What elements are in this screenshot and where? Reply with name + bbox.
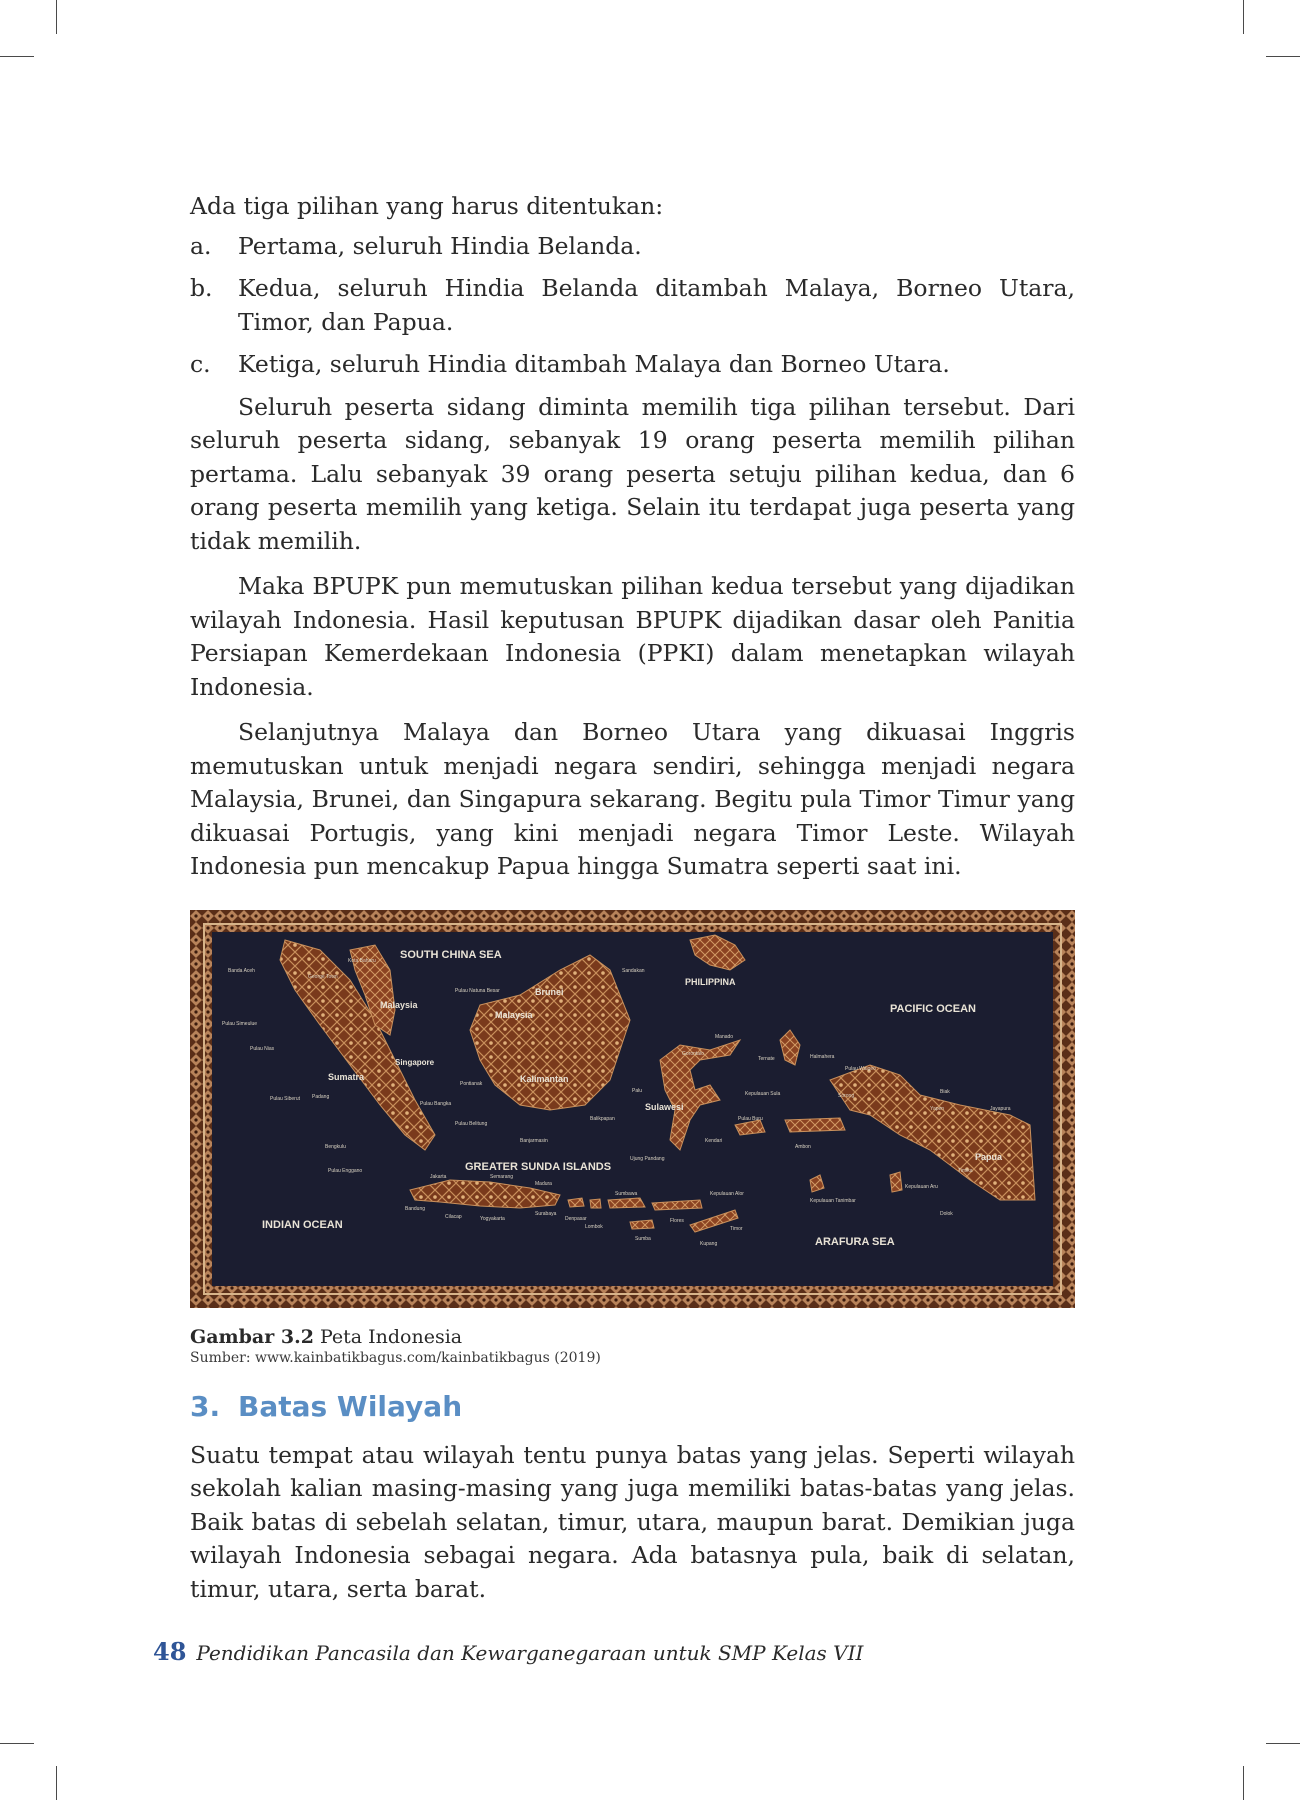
label-place: Pulau Nias	[250, 1045, 275, 1052]
options-list	[190, 230, 1075, 382]
label-place: Pulau Natuna Besar	[455, 987, 500, 994]
label-place: Lombok	[585, 1223, 603, 1230]
label-place: Ujung Pandang	[630, 1155, 665, 1162]
label-place: Banda Aceh	[228, 967, 255, 974]
crop-mark	[1243, 1766, 1244, 1800]
label-place: Bengkulu	[325, 1143, 346, 1150]
label-place: George Town	[308, 973, 338, 980]
label-south-china-sea: SOUTH CHINA SEA	[400, 948, 502, 961]
intro-text: Ada tiga pilihan yang harus ditentukan:	[190, 192, 664, 220]
label-singapore: Singapore	[395, 1057, 435, 1067]
label-place: Ternate	[758, 1055, 775, 1062]
figure-label: Gambar 3.2	[190, 1325, 314, 1348]
label-place: Gorontalo	[682, 1050, 704, 1057]
figure-caption	[190, 1325, 1075, 1349]
label-place: Sorong	[838, 1092, 855, 1099]
label-place: Biak	[940, 1088, 950, 1095]
label-place: Sumbawa	[615, 1190, 638, 1197]
label-place: Timor	[730, 1225, 743, 1232]
label-place: Cilacap	[445, 1213, 462, 1220]
label-malaysia-west: Malaysia	[380, 999, 418, 1010]
label-place: Madura	[535, 1180, 552, 1187]
label-place: Kepulauan Tanimbar	[810, 1197, 856, 1204]
crop-mark	[56, 1766, 57, 1800]
label-place: Sumba	[635, 1235, 651, 1242]
crop-mark	[1266, 56, 1300, 57]
crop-mark	[56, 0, 57, 34]
section-body: Suatu tempat atau wilayah tentu punya batas yang jelas. Seperti wilayah sekolah kalian masing-masing yang juga memiliki batas-batas yang jelas. Baik batas di sebelah selatan, timur, utara, maupun barat. Demikian juga wilayah Indonesia sebagai negara. Ada batasnya pula, baik di selatan, timur, utara, serta barat.	[190, 1440, 1075, 1603]
label-papua: Papua	[975, 1151, 1003, 1162]
list-text: Ketiga, seluruh Hindia ditambah Malaya dan Borneo Utara.	[238, 350, 950, 378]
label-sulawesi: Sulawesi	[645, 1101, 684, 1112]
label-place: Pulau Belitung	[455, 1120, 488, 1127]
section-title: Batas Wilayah	[238, 1389, 463, 1423]
label-brunei: Brunei	[535, 986, 564, 997]
label-place: Semarang	[490, 1173, 514, 1180]
label-malaysia-east: Malaysia	[495, 1009, 533, 1020]
label-place: Pulau Bangka	[420, 1100, 452, 1107]
lombok-island	[590, 1199, 601, 1208]
list-item	[190, 230, 1075, 264]
seram-island	[785, 1118, 845, 1132]
crop-mark	[1243, 0, 1244, 34]
label-place: Bandung	[405, 1205, 426, 1212]
crop-mark	[0, 56, 34, 57]
label-place: Kota Baharu	[348, 957, 376, 964]
list-text: Pertama, seluruh Hindia Belanda.	[238, 231, 642, 260]
page-footer	[153, 1638, 863, 1667]
indonesia-map	[190, 910, 1075, 1308]
label-place: Pulau Waigeo	[845, 1065, 876, 1072]
label-place: Pulau Simeulue	[222, 1020, 258, 1027]
list-marker: a.	[190, 231, 212, 260]
figure-source: Sumber: www.kainbatikbagus.com/kainbatikbagus (2019)	[190, 1349, 601, 1366]
label-place: Dolok	[940, 1210, 953, 1217]
label-place: Pulau Siberut	[270, 1095, 301, 1102]
list-item	[190, 348, 1075, 382]
paragraph: Selanjutnya Malaya dan Borneo Utara yang dikuasai Inggris memutuskan untuk menjadi negara sendiri, sehingga menjadi negara Malaysia, Brunei, dan Singapura sekarang. Begitu pula Timor Timur yang dikuasai Portugis, yang kini menjadi negara Timor Leste. Wilayah Indonesia pun mencakup Papua hingga Sumatra seperti saat ini.	[190, 718, 1075, 880]
label-place: Yogyakarta	[480, 1215, 505, 1222]
list-marker: b.	[190, 274, 213, 302]
figure-title: Peta Indonesia	[319, 1325, 463, 1348]
label-philippina: PHILIPPINA	[685, 976, 736, 987]
label-kalimantan: Kalimantan	[520, 1073, 569, 1084]
label-place: Denpasar	[565, 1215, 587, 1222]
book-title: Pendidikan Pancasila dan Kewarganegaraan untuk SMP Kelas VII	[196, 1641, 864, 1665]
label-place: Kupang	[700, 1240, 718, 1247]
sumbawa-island	[608, 1198, 645, 1208]
label-place: Palu	[632, 1087, 643, 1094]
label-place: Ambon	[795, 1143, 811, 1150]
label-place: Flores	[670, 1217, 684, 1224]
label-place: Padang	[312, 1093, 330, 1100]
indonesia-map-figure	[190, 910, 1075, 1308]
page-number: 48	[153, 1637, 187, 1666]
page-content	[190, 190, 1075, 1618]
list-text: Kedua, seluruh Hindia Belanda ditambah Malaya, Borneo Utara, Timor, dan Papua.	[238, 274, 1075, 336]
label-place: Timika	[958, 1167, 973, 1174]
crop-mark	[0, 1743, 34, 1744]
label-arafura-sea: ARAFURA SEA	[815, 1235, 895, 1248]
label-place: Kepulauan Sula	[745, 1090, 781, 1097]
label-place: Pulau Buru	[738, 1115, 763, 1122]
label-place: Banjarmasin	[520, 1137, 548, 1144]
list-marker: c.	[190, 350, 211, 378]
label-place: Manado	[715, 1033, 734, 1040]
paragraph: Maka BPUPK pun memutuskan pilihan kedua tersebut yang dijadikan wilayah Indonesia. Hasil keputusan BPUPK dijadikan dasar oleh Panitia Persiapan Kemerdekaan Indonesia (PPKI) dalam menetapkan wilayah Indonesia.	[190, 572, 1075, 701]
label-place: Sandakan	[622, 967, 645, 974]
label-place: Surabaya	[535, 1210, 557, 1217]
section-heading	[190, 1389, 1075, 1425]
label-indian-ocean: INDIAN OCEAN	[262, 1218, 343, 1231]
label-pacific-ocean: PACIFIC OCEAN	[890, 1002, 976, 1015]
list-item	[190, 272, 1075, 339]
label-place: Kendari	[705, 1137, 723, 1144]
label-place: Jakarta	[430, 1173, 447, 1180]
aru-island	[890, 1172, 902, 1192]
label-place: Kepulauan Alor	[710, 1190, 744, 1197]
label-place: Pontianak	[460, 1080, 483, 1087]
paragraph: Seluruh peserta sidang diminta memilih tiga pilihan tersebut. Dari seluruh peserta sidang, sebanyak 19 orang peserta memilih pilihan pertama. Lalu sebanyak 39 orang peserta setuju pilihan kedua, dan 6 orang peserta memilih yang ketiga. Selain itu terdapat juga peserta yang tidak memilih.	[190, 392, 1075, 555]
label-place: Pulau Enggano	[328, 1167, 363, 1174]
section-number: 3.	[190, 1389, 221, 1423]
label-place: Yapen	[930, 1105, 945, 1112]
label-place: Jayapura	[990, 1105, 1011, 1112]
label-place: Halmahera	[810, 1053, 835, 1060]
label-sumatra: Sumatra	[328, 1071, 365, 1082]
bali-island	[568, 1198, 584, 1207]
label-greater-sunda: GREATER SUNDA ISLANDS	[465, 1160, 612, 1173]
sumba-island	[630, 1220, 654, 1229]
crop-mark	[1266, 1743, 1300, 1744]
label-place: Balikpapan	[590, 1115, 615, 1122]
label-place: Kepulauan Aru	[905, 1183, 938, 1190]
